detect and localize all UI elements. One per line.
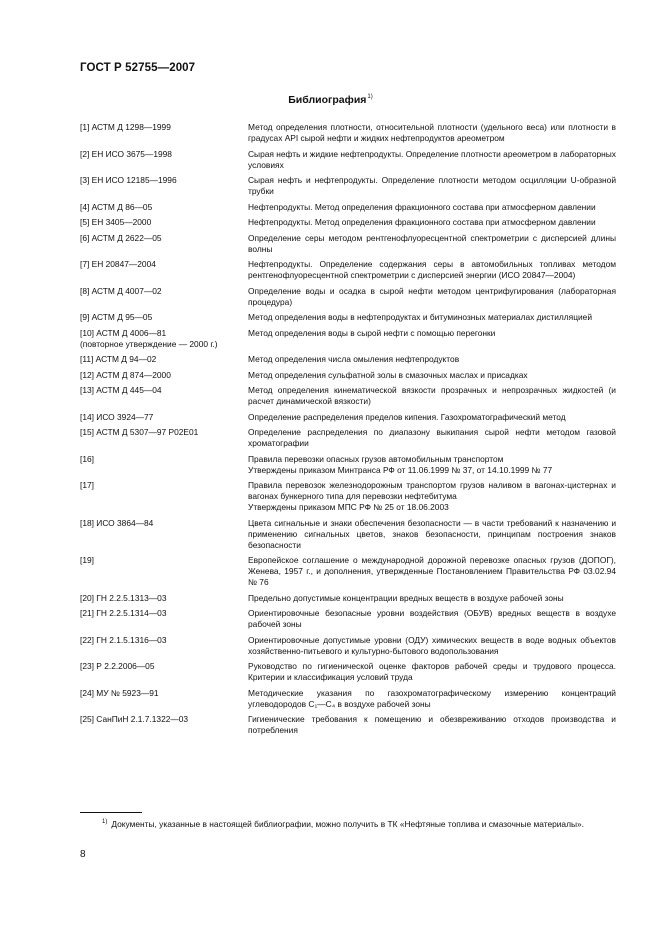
bibliography-entry <box>80 555 616 588</box>
bibliography-title <box>0 94 661 106</box>
bibliography-entry <box>80 354 616 365</box>
bibliography-entry <box>80 259 616 281</box>
bibliography-entry <box>80 312 616 323</box>
bibliography-entry <box>80 518 616 551</box>
entry-description: Правила перевозок железнодорожным транспортом грузов наливом в вагонах-цистернах и вагонах бункерного типа для перевозки нефтебитума Утверждены приказом МПС РФ № 25 от 18.06.2003 <box>248 480 616 512</box>
footnote-text: Документы, указанные в настоящей библиографии, можно получить в ТК «Нефтяные топлива и смазочные материалы». <box>111 819 584 829</box>
bibliography-entry <box>80 427 616 449</box>
entry-description: Метод определения числа омыления нефтепродуктов <box>248 354 460 364</box>
bibliography-entry <box>80 454 616 476</box>
entry-description: Нефтепродукты. Определение содержания серы в автомобильных топливах методом рентгенофлуоресцентной спектрометрии с дисперсией энергии (ИСО 20847—2004) <box>248 259 616 280</box>
entry-description: Правила перевозки опасных грузов автомобильным транспортом Утверждены приказом Минтранса РФ от 11.06.1999 № 37, от 14.10.1999 № 77 <box>248 453 553 475</box>
entry-reference: [15] АСТМ Д 5307—97 Р02Е01 <box>80 427 199 437</box>
bibliography-entry <box>80 233 616 255</box>
bibliography-entry <box>80 286 616 308</box>
bibliography-title-text: Библиография <box>288 94 367 106</box>
entry-description: Метод определения сульфатной золы в смазочных маслах и присадках <box>248 369 528 380</box>
bibliography-entry <box>80 688 616 710</box>
entry-reference: [12] АСТМ Д 874—2000 <box>80 369 171 380</box>
bibliography-entry <box>80 593 616 604</box>
entry-reference: [7] ЕН 20847—2004 <box>80 259 156 269</box>
bibliography-entry <box>80 480 616 513</box>
entry-reference: [21] ГН 2.2.5.1314—03 <box>80 608 167 618</box>
entry-reference: [24] МУ № 5923—91 <box>80 687 159 698</box>
entry-reference: [1] АСТМ Д 1298—1999 <box>80 122 171 132</box>
entry-description: Метод определения плотности, относительной плотности (удельного веса) или плотности в градусах API сырой нефти и жидких нефтепродуктов ареометром <box>248 122 616 143</box>
entry-reference: [20] ГН 2.2.5.1313—03 <box>80 592 167 603</box>
entry-reference: [5] ЕН 3405—2000 <box>80 217 152 227</box>
entry-description: Определение воды и осадка в сырой нефти методом центрифугирования (лабораторная процедура) <box>248 285 616 307</box>
entry-description: Ориентировочные допустимые уровни (ОДУ) химических веществ в воде водных объектов хозяйственно-питьевого и культурно-бытового водопользования <box>248 634 616 656</box>
entry-reference: [10] АСТМ Д 4006—81 (повторное утверждение — 2000 г.) <box>80 327 218 349</box>
entry-description: Метод определения воды в сырой нефти с помощью перегонки <box>248 327 496 338</box>
entry-reference: [4] АСТМ Д 86—05 <box>80 201 153 212</box>
entry-reference: [25] СанПиН 2.1.7.1322—03 <box>80 714 189 724</box>
bibliography-entry <box>80 328 616 350</box>
entry-reference: [19] <box>80 555 94 565</box>
entry-reference: [22] ГН 2.1.5.1316—03 <box>80 634 167 645</box>
bibliography-entry <box>80 122 616 144</box>
bibliography-entry <box>80 149 616 171</box>
bibliography-entry <box>80 175 616 197</box>
entry-reference: [2] ЕН ИСО 3675—1998 <box>80 148 172 159</box>
entry-description: Сырая нефть и нефтепродукты. Определение плотности методом осцилляции U-образной трубки <box>248 175 616 196</box>
bibliography-entry <box>80 217 616 228</box>
entry-reference: [3] ЕН ИСО 12185—1996 <box>80 175 177 185</box>
entry-description: Метод определения воды в нефтепродуктах и битуминозных материалах дистилляцией <box>248 312 593 322</box>
entry-description: Сырая нефть и жидкие нефтепродукты. Определение плотности ареометром в лабораторных условиях <box>248 148 616 170</box>
entry-reference: [17] <box>80 480 94 490</box>
footnote <box>80 817 616 830</box>
entry-description: Нефтепродукты. Метод определения фракционного состава при атмосферном давлении <box>248 217 596 227</box>
entry-description: Руководство по гигиенической оценке факторов рабочей среды и трудового процесса. Критерии и классификация условий труда <box>248 661 616 682</box>
entry-reference: [8] АСТМ Д 4007—02 <box>80 285 162 296</box>
entry-reference: [11] АСТМ Д 94—02 <box>80 354 157 364</box>
entry-description: Определение распределения пределов кипения. Газохроматографический метод <box>248 411 566 422</box>
entry-description: Определение распределения по диапазону выкипания сырой нефти методом газовой хроматографии <box>248 427 616 448</box>
bibliography-entry <box>80 608 616 630</box>
entry-description: Определение серы методом рентгенофлуоресцентной спектрометрии с дисперсией длины волны <box>248 232 616 254</box>
entry-description: Методические указания по газохроматографическому измерению концентраций углеводородов C₁—C₄ в воздухе рабочей зоны <box>248 687 616 709</box>
entry-reference: [6] АСТМ Д 2622—05 <box>80 232 162 243</box>
entry-description: Гигиенические требования к помещению и обезвреживанию отходов производства и потребления <box>248 714 616 735</box>
bibliography-entry <box>80 385 616 407</box>
entry-description: Метод определения кинематической вязкости прозрачных и непрозрачных жидкостей (и расчет динамической вязкости) <box>248 385 616 406</box>
entry-reference: [23] Р 2.2.2006—05 <box>80 661 155 671</box>
standard-header: ГОСТ Р 52755—2007 <box>80 62 196 74</box>
entry-reference: [16] <box>80 453 94 464</box>
title-footnote-mark: 1) <box>367 94 373 100</box>
bibliography-entry <box>80 714 616 736</box>
page-number: 8 <box>80 849 86 860</box>
entry-reference: [18] ИСО 3864—84 <box>80 517 154 528</box>
footnote-divider <box>80 812 142 813</box>
entry-description: Нефтепродукты. Метод определения фракционного состава при атмосферном давлении <box>248 201 596 212</box>
bibliography-entry <box>80 202 616 213</box>
bibliography-list <box>80 122 616 741</box>
bibliography-entry <box>80 370 616 381</box>
entry-description: Предельно допустимые концентрации вредных веществ в воздухе рабочей зоны <box>248 592 564 603</box>
entry-description: Цвета сигнальные и знаки обеспечения безопасности — в части требований к назначению и применению сигнальных цветов, знаков безопасности, принципам построения знаков безопасности <box>248 517 616 550</box>
bibliography-entry <box>80 635 616 657</box>
entry-reference: [13] АСТМ Д 445—04 <box>80 385 162 395</box>
footnote-mark: 1) <box>102 819 108 825</box>
entry-description: Ориентировочные безопасные уровни воздействия (ОБУВ) вредных веществ в воздухе рабочей зоны <box>248 608 616 629</box>
entry-reference: [14] ИСО 3924—77 <box>80 411 154 422</box>
entry-reference: [9] АСТМ Д 95—05 <box>80 312 153 322</box>
bibliography-entry <box>80 661 616 683</box>
bibliography-entry <box>80 412 616 423</box>
entry-description: Европейское соглашение о международной дорожной перевозке опасных грузов (ДОПОГ), Женева, 1957 г., и дополнения, утвержденные Постановлением Правительства РФ 03.02.94 № 76 <box>248 555 616 587</box>
